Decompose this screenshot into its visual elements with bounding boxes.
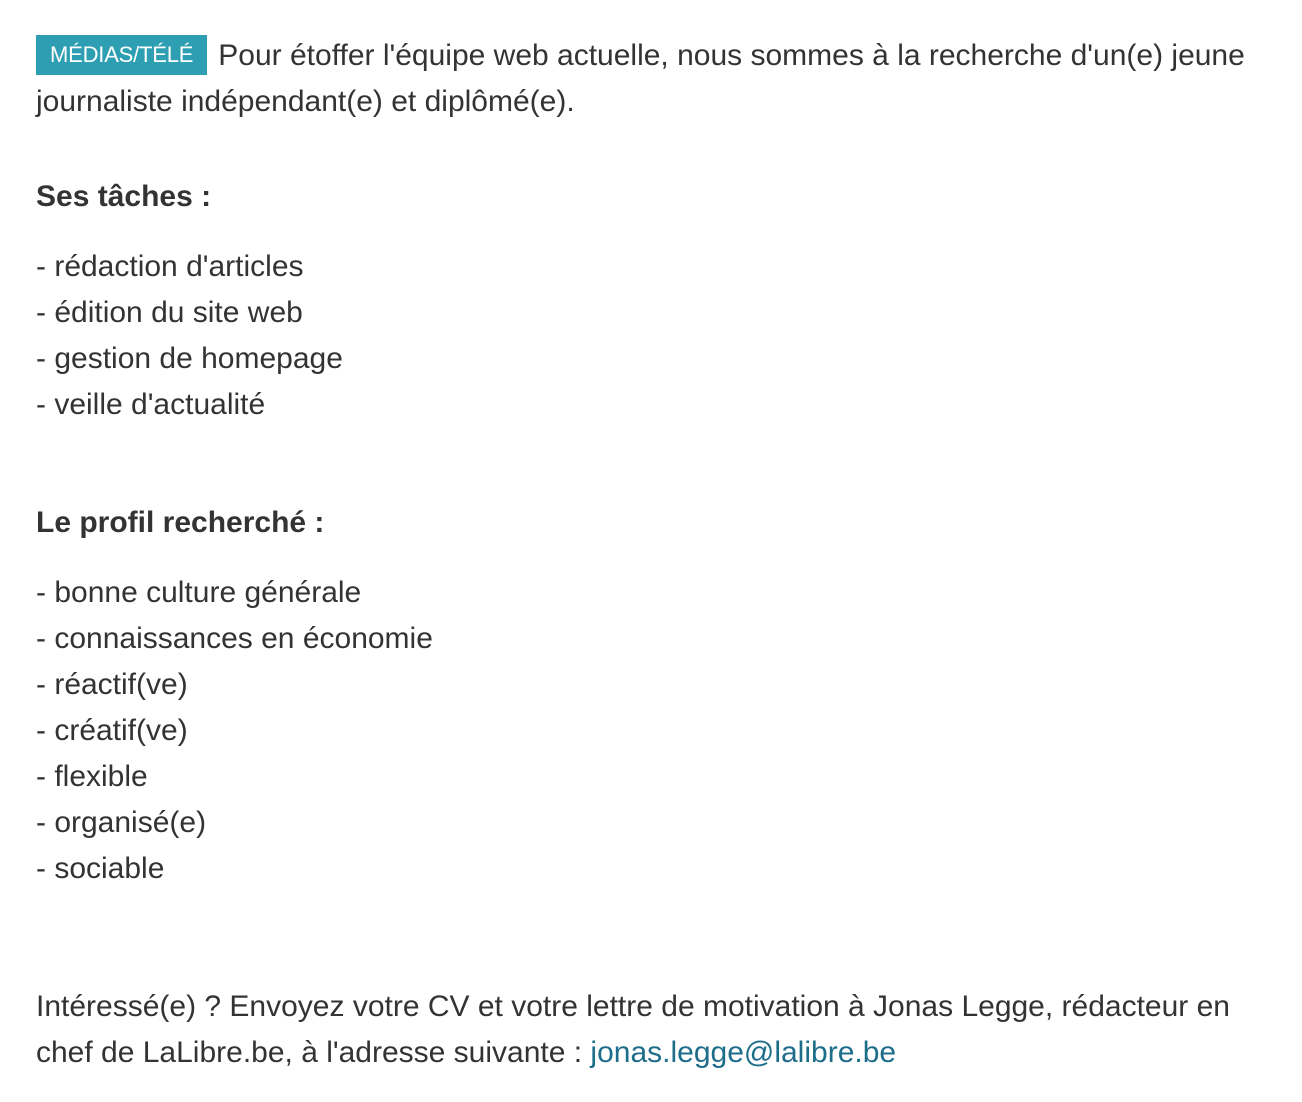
- list-item: - veille d'actualité: [36, 388, 266, 421]
- tasks-heading: Ses tâches :: [36, 180, 212, 213]
- profile-heading: Le profil recherché :: [36, 506, 325, 539]
- job-posting: [36, 33, 1276, 1069]
- list-item: - réactif(ve): [36, 668, 188, 701]
- category-badge[interactable]: MÉDIAS/TÉLÉ: [36, 35, 207, 75]
- list-item: - connaissances en économie: [36, 622, 433, 655]
- contact-paragraph: [36, 984, 1276, 1076]
- tasks-list: [36, 244, 343, 428]
- list-item: - flexible: [36, 760, 148, 793]
- list-item: - organisé(e): [36, 806, 207, 839]
- list-item: - édition du site web: [36, 296, 303, 329]
- list-item: - bonne culture générale: [36, 576, 362, 609]
- email-link[interactable]: jonas.legge@lalibre.be: [590, 1036, 897, 1069]
- intro-paragraph: [36, 33, 1276, 125]
- contact-text: Intéressé(e) ? Envoyez votre CV et votre lettre de motivation à Jonas Legge, rédacteur en chef de LaLibre.be, à l'adresse suivante :: [36, 990, 1230, 1069]
- profile-list: [36, 570, 433, 892]
- list-item: - gestion de homepage: [36, 342, 343, 375]
- list-item: - créatif(ve): [36, 714, 188, 747]
- list-item: - sociable: [36, 852, 165, 885]
- list-item: - rédaction d'articles: [36, 250, 304, 283]
- intro-text: Pour étoffer l'équipe web actuelle, nous sommes à la recherche d'un(e) jeune journaliste indépendant(e) et diplômé(e).: [36, 39, 1245, 118]
